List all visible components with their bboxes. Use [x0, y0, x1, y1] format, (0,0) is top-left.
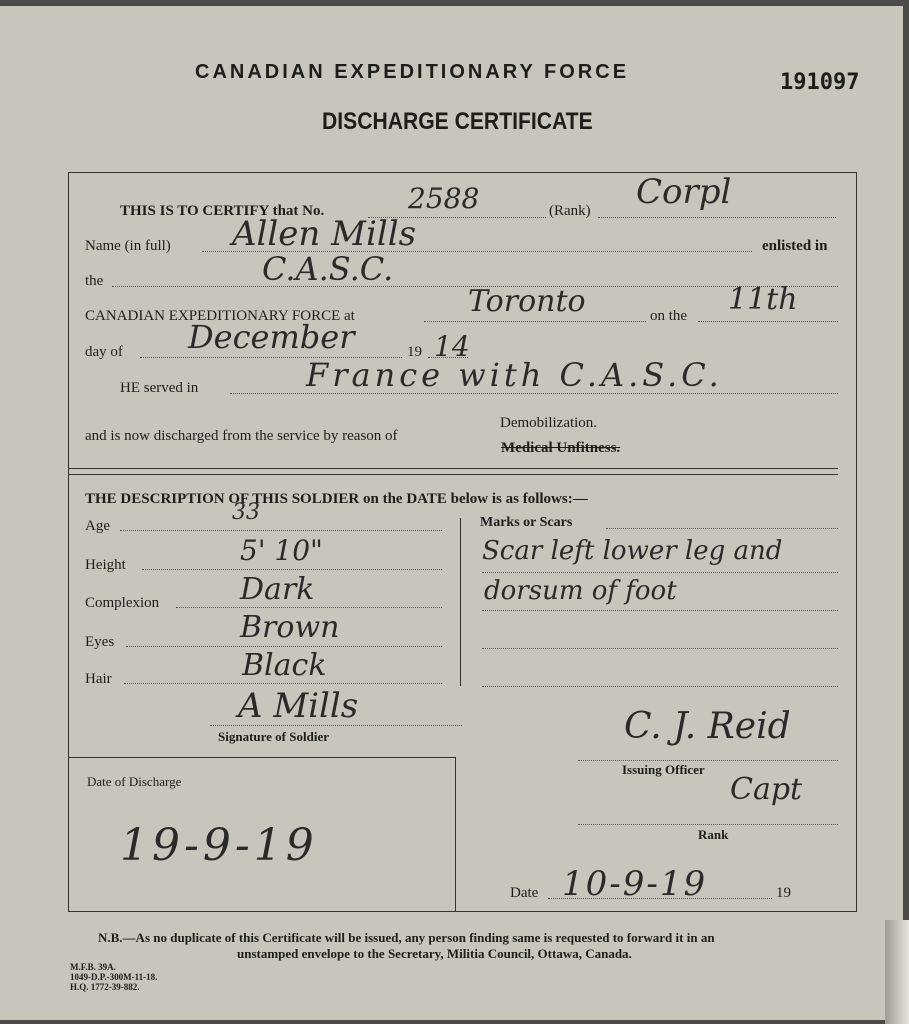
marks-line-1: [482, 572, 838, 573]
place-line: [424, 321, 646, 322]
day-line: [698, 321, 838, 322]
issue-date-year: 19: [776, 885, 791, 901]
officer-rank-line: [578, 824, 838, 825]
form-code-1: M.F.B. 39A.: [70, 962, 116, 972]
form-code-2: 1049-D.P.-300M-11-18.: [70, 972, 158, 982]
section-divider-a: [68, 468, 838, 469]
on-the-label: on the: [650, 308, 688, 324]
section-divider-b: [68, 474, 838, 475]
officer-rank-label: Rank: [698, 827, 729, 842]
discharge-reason: Demobilization.: [500, 415, 598, 431]
issue-date: 10-9-19: [562, 864, 708, 904]
marks-label: Marks or Scars: [480, 515, 573, 530]
issuing-officer-label: Issuing Officer: [622, 762, 705, 777]
frame-right: [856, 172, 857, 912]
discharge-box-top: [68, 757, 456, 758]
discharge-date-label: Date of Discharge: [87, 774, 182, 789]
age-line: [120, 530, 442, 531]
rank-label: (Rank): [549, 203, 591, 219]
frame-bottom: [68, 911, 857, 912]
eyes-label: Eyes: [85, 634, 115, 650]
enlistment-month: December: [188, 318, 355, 356]
soldier-complexion: Dark: [240, 572, 315, 607]
serial-number: 191097: [780, 70, 860, 95]
soldier-name: Allen Mills: [232, 214, 417, 254]
marks-line-3: [482, 648, 838, 649]
marks-text-1: Scar left lower leg and: [482, 536, 783, 566]
name-label: Name (in full): [85, 238, 171, 254]
served-in: France with C.A.S.C.: [306, 356, 723, 394]
complexion-label: Complexion: [85, 595, 160, 611]
day-of-label: day of: [85, 344, 123, 360]
enlisted-label: enlisted in: [762, 238, 828, 254]
soldier-hair: Black: [242, 648, 327, 683]
marks-line-2: [482, 610, 838, 611]
soldier-rank: Corpl: [636, 172, 732, 212]
document-subtitle: DISCHARGE CERTIFICATE: [322, 108, 593, 135]
discharged-label: and is now discharged from the service by reason of: [85, 428, 398, 444]
discharge-box-right: [455, 757, 456, 911]
hair-line: [124, 683, 442, 684]
enlistment-year: 14: [434, 330, 470, 363]
soldier-age: 33: [232, 500, 260, 525]
discharge-date: 19-9-19: [120, 820, 318, 871]
age-label: Age: [85, 518, 110, 534]
marks-text-2: dorsum of foot: [484, 576, 677, 606]
force-label: CANADIAN EXPEDITIONARY FORCE at: [85, 308, 355, 324]
certify-intro: THIS IS TO CERTIFY that No.: [120, 203, 325, 219]
complexion-line: [176, 607, 442, 608]
marks-line-4: [482, 686, 838, 687]
footer-note-line1: N.B.—As no duplicate of this Certificate will be issued, any person finding same is requested to forward it in an: [98, 930, 715, 945]
form-code-3: H.Q. 1772-39-882.: [70, 982, 140, 992]
eyes-line: [126, 646, 442, 647]
officer-signature-line: [578, 760, 838, 761]
the-label: the: [85, 273, 104, 289]
frame-left: [68, 172, 69, 912]
marks-line-0: [606, 528, 838, 529]
enlistment-day: 11th: [728, 282, 798, 317]
soldier-signature-label: Signature of Soldier: [218, 729, 329, 744]
column-divider: [460, 518, 461, 686]
soldier-number: 2588: [408, 182, 480, 215]
footer-note-line2: unstamped envelope to the Secretary, Militia Council, Ottawa, Canada.: [237, 946, 632, 961]
height-label: Height: [85, 557, 126, 573]
enlistment-place: Toronto: [468, 284, 586, 319]
soldier-eyes: Brown: [240, 610, 340, 645]
page-edge: [885, 920, 909, 1024]
year-prefix: 19: [407, 344, 422, 360]
officer-rank: Capt: [730, 772, 803, 807]
enlisted-unit: C.A.S.C.: [262, 250, 394, 288]
soldier-signature: A Mills: [238, 686, 359, 726]
frame-top: [68, 172, 857, 173]
officer-signature: C. J. Reid: [624, 706, 791, 747]
description-heading: THE DESCRIPTION OF THIS SOLDIER on the DATE below is as follows:—: [85, 491, 588, 507]
soldier-height: 5' 10": [240, 534, 323, 567]
served-label: HE served in: [120, 380, 199, 396]
struck-reason: Medical Unfitness.: [501, 440, 621, 456]
height-line: [142, 569, 442, 570]
issue-date-label: Date: [510, 885, 539, 901]
hair-label: Hair: [85, 671, 112, 687]
rank-line: [598, 217, 836, 218]
document-title: CANADIAN EXPEDITIONARY FORCE: [195, 61, 630, 83]
